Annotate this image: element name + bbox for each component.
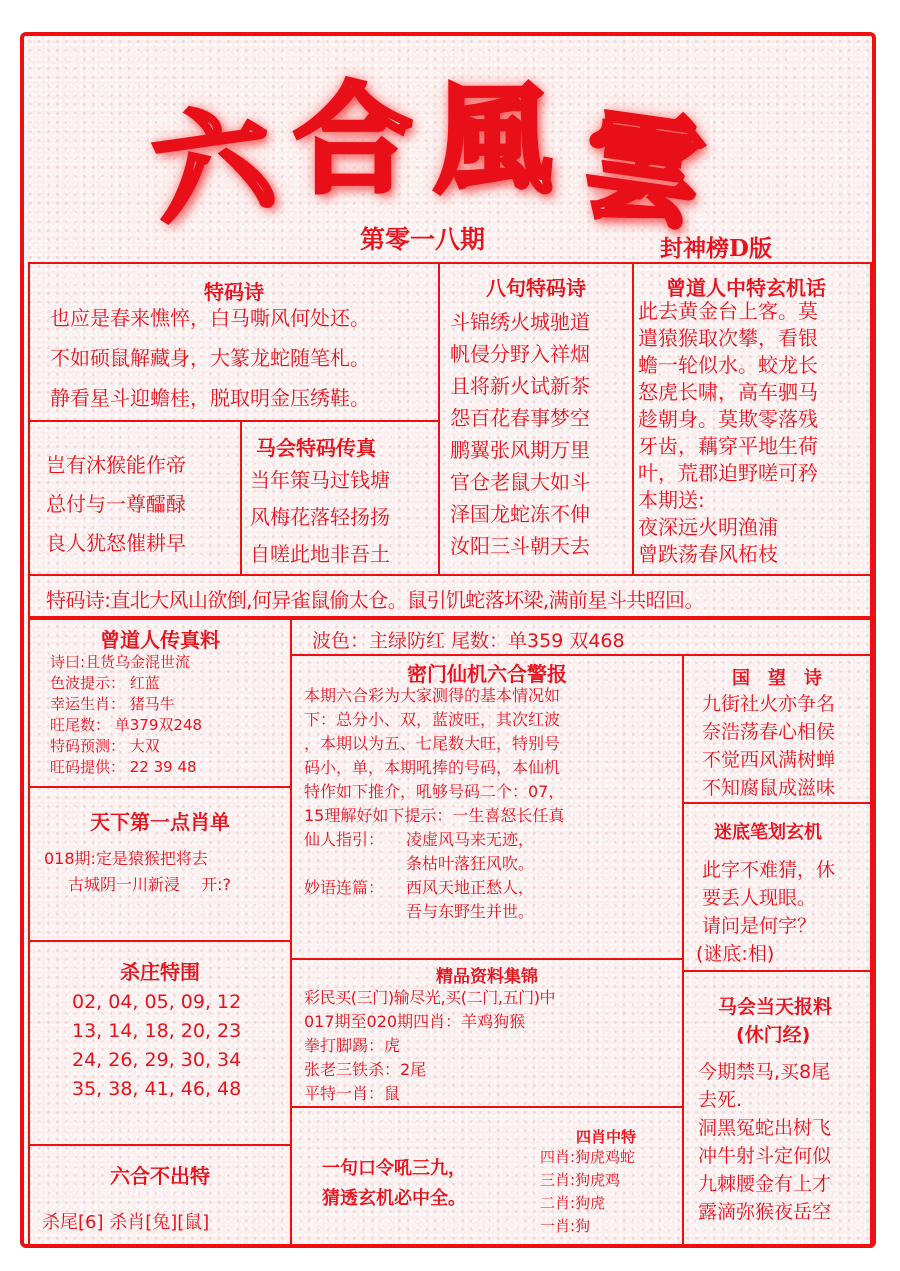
mahui-fax-lines bbox=[250, 462, 390, 573]
riddle-line: 此字不难猜，休 bbox=[702, 859, 836, 881]
eight-line-poem-box bbox=[438, 262, 634, 576]
edition-label: 封神榜D版 bbox=[660, 235, 772, 262]
tema-banner-box bbox=[28, 574, 872, 618]
guide-line: 条枯叶落狂风吹。 bbox=[406, 854, 535, 873]
poem-line: 鹏翼张风期万里 bbox=[450, 438, 590, 462]
issue-number: 第零一八期 bbox=[360, 225, 486, 254]
slogan-line: 猜透玄机必中全。 bbox=[322, 1188, 466, 1209]
premium-line: 平特一肖：鼠 bbox=[304, 1084, 401, 1103]
eight-line-poem-lines bbox=[450, 306, 590, 562]
report-line: 冲牛射斗定何似 bbox=[698, 1145, 832, 1167]
guowang-line: 不觉西风满树蝉 bbox=[702, 749, 836, 771]
no-show-title: 六合不出特 bbox=[110, 1164, 210, 1188]
report-line: 洞黑冤蛇出树飞 bbox=[698, 1117, 832, 1139]
poem-line: 且将新火试新茶 bbox=[450, 374, 590, 398]
premium-lines bbox=[304, 986, 555, 1106]
tema-poem-line: 也应是春来憔悴，白马嘶风何处还。 bbox=[50, 306, 370, 330]
verse-line: 岂有沐猴能作帝 bbox=[46, 453, 186, 477]
xuanji-line: 夜深远火明渔浦 bbox=[638, 515, 778, 539]
poem-line: 怨百花春事梦空 bbox=[450, 406, 590, 430]
poem-line: 斗锦绣火城驰道 bbox=[450, 310, 590, 334]
mahui-fax-box bbox=[240, 420, 440, 576]
riddle-lines bbox=[696, 856, 835, 968]
four-xiao-line: 四肖:狗虎鸡蛇 bbox=[540, 1148, 636, 1166]
slogan-box bbox=[290, 1106, 684, 1248]
tema-poem-line: 不如硕鼠解藏身，大篆龙蛇随笔札。 bbox=[50, 346, 370, 370]
mahui-fax-title: 马会特码传真 bbox=[256, 436, 376, 460]
no-show-text: 杀尾[6] 杀肖[兔][鼠] bbox=[42, 1212, 210, 1233]
title-char-4: 雲 bbox=[574, 92, 712, 247]
guide-line: 凌虚风马来无迹， bbox=[406, 830, 535, 849]
riddle-line: 请问是何字？ bbox=[702, 915, 817, 937]
poem-line: 官仓老鼠大如斗 bbox=[450, 470, 590, 494]
guowang-lines bbox=[702, 690, 835, 802]
riddle-line: 要丢人现眼。 bbox=[702, 887, 817, 909]
alert-line: 码小，单，本期吼捧的号码，本仙机 bbox=[304, 758, 561, 777]
guowang-line: 奈浩荡春心相侯 bbox=[702, 721, 836, 743]
xuanji-line: 牙齿，藕穿平地生荷 bbox=[638, 434, 818, 458]
first-xiao-box bbox=[28, 786, 292, 942]
tema-poem-box bbox=[28, 262, 440, 422]
title-char-3: 風 bbox=[434, 70, 553, 209]
kill-range-box bbox=[28, 940, 292, 1146]
alert-line: 下：总分小、双，蓝波旺，其次红波 bbox=[304, 710, 561, 729]
xuanji-line: 蟾一轮似水。蛟龙长 bbox=[638, 353, 818, 377]
title-char-2: 合 bbox=[294, 70, 413, 209]
verse-line: 良人犹怒催耕早 bbox=[46, 531, 186, 555]
newspaper-sheet bbox=[20, 32, 876, 1248]
premium-title: 精品资料集锦 bbox=[436, 967, 538, 987]
xuanji-line: 怒虎长啸，高车驷马 bbox=[638, 380, 818, 404]
zeng-daoren-xuanji-box bbox=[632, 262, 872, 576]
xuanji-lines bbox=[638, 298, 818, 568]
guowang-title: 国 望 诗 bbox=[732, 668, 822, 689]
xuanji-line: 趁朝身。莫欺零落残 bbox=[638, 407, 818, 431]
fax-line: 自嗟此地非吾土 bbox=[250, 542, 390, 566]
fax-data-line: 旺尾数： 单379双248 bbox=[50, 716, 203, 734]
xuanji-line: 叶，荒郡迫野嗟可矜 bbox=[638, 461, 818, 485]
mahui-report-box bbox=[682, 970, 872, 1248]
riddle-title: 迷底笔划玄机 bbox=[714, 822, 822, 843]
premium-line: 017期至020期四肖：羊鸡狗猴 bbox=[304, 1012, 526, 1031]
guowang-line: 不知腐鼠成滋味 bbox=[702, 777, 836, 799]
guowang-poem-box bbox=[682, 654, 872, 804]
fax-data-line: 诗曰:且货乌金混世流 bbox=[50, 653, 191, 671]
poem-line: 帆侵分野入祥烟 bbox=[450, 342, 590, 366]
riddle-line: (谜底:相) bbox=[696, 943, 775, 965]
report-line: 今期禁马,买8尾 bbox=[698, 1061, 831, 1083]
premium-line: 张老三铁杀：2尾 bbox=[304, 1060, 427, 1079]
miaoyu-line: 吾与东野生并世。 bbox=[406, 902, 535, 921]
zeng-fax-lines bbox=[50, 652, 202, 778]
four-xiao-line: 三肖:狗虎鸡 bbox=[540, 1171, 621, 1189]
number-row: 24, 26, 29, 30, 34 bbox=[72, 1049, 242, 1071]
four-xiao-lines bbox=[540, 1146, 635, 1238]
poem-line: 泽国龙蛇冻不伸 bbox=[450, 502, 590, 526]
wave-tail-text: 波色：主绿防红 尾数：单359 双468 bbox=[312, 630, 625, 652]
xuanji-line: 此去黄金台上客。莫 bbox=[638, 299, 818, 323]
tema-banner-text: 特码诗:直北大风山欲倒,何异雀鼠偷太仓。鼠引饥蛇落坏梁,满前星斗共昭回。 bbox=[46, 588, 704, 612]
zeng-fax-title: 曾道人传真料 bbox=[100, 628, 220, 652]
no-show-box bbox=[28, 1144, 292, 1248]
slogan-line: 一句口令吼三九， bbox=[322, 1158, 466, 1179]
number-row: 02, 04, 05, 09, 12 bbox=[72, 991, 242, 1013]
fax-line: 当年策马过钱塘 bbox=[250, 468, 390, 492]
premium-line: 彩民买(三门)输尽光,买(二门,五门)中 bbox=[304, 988, 556, 1007]
guide-label: 仙人指引： bbox=[304, 830, 385, 849]
report-line: 去死. bbox=[698, 1089, 743, 1111]
mahui-report-title: 马会当天报料 bbox=[718, 996, 833, 1018]
verse-left-lines bbox=[46, 446, 186, 563]
miaoyu-label: 妙语连篇： bbox=[304, 878, 385, 897]
alert-line: 特作如下推介，吼够号码二个：07， bbox=[304, 782, 565, 801]
premium-box bbox=[290, 958, 684, 1108]
xuanji-line: 遣猿猴取次攀，看银 bbox=[638, 326, 818, 350]
miaoyu-line: 西风天地正愁人， bbox=[406, 878, 535, 897]
fax-data-line: 色波提示： 红蓝 bbox=[50, 674, 160, 692]
secret-alert-box bbox=[290, 654, 684, 960]
number-row: 13, 14, 18, 20, 23 bbox=[72, 1020, 242, 1042]
first-xiao-title: 天下第一点肖单 bbox=[90, 810, 230, 834]
riddle-box bbox=[682, 802, 872, 972]
poem-line: 汝阳三斗朝天去 bbox=[450, 534, 590, 558]
xuanji-line: 本期送: bbox=[638, 488, 705, 512]
first-xiao-line: 古城阴一川新浸 开:? bbox=[68, 875, 231, 894]
guowang-line: 九街社火亦争名 bbox=[702, 693, 836, 715]
verse-line: 总付与一尊醽醁 bbox=[46, 492, 186, 516]
alert-line: ，本期以为五、七尾数大旺，特别号 bbox=[304, 734, 561, 753]
fax-data-line: 幸运生肖： 猪马牛 bbox=[50, 695, 175, 713]
four-xiao-line: 一肖:狗 bbox=[540, 1217, 591, 1235]
secret-alert-title: 密门仙机六合警报 bbox=[407, 662, 567, 686]
report-line: 九棘腰金有上才 bbox=[698, 1173, 832, 1195]
title-char-1: 六 bbox=[144, 87, 282, 242]
first-xiao-line: 018期:定是猿猴把将去 bbox=[44, 849, 208, 868]
verse-left-box bbox=[28, 420, 242, 576]
mahui-report-subtitle: (休门经) bbox=[736, 1024, 811, 1046]
fax-data-line: 旺码提供： 22 39 48 bbox=[50, 758, 197, 776]
alert-line: 本期六合彩为大家测得的基本情况如 bbox=[304, 686, 561, 705]
premium-line: 拳打脚踢：虎 bbox=[304, 1036, 401, 1055]
number-row: 35, 38, 41, 46, 48 bbox=[72, 1078, 242, 1100]
wave-tail-box bbox=[290, 618, 872, 656]
fax-line: 风梅花落轻扬扬 bbox=[250, 505, 390, 529]
kill-range-title: 杀庄特围 bbox=[120, 960, 200, 984]
kill-range-numbers bbox=[72, 988, 241, 1104]
eight-line-poem-title: 八句特码诗 bbox=[486, 276, 586, 300]
secret-alert-body bbox=[304, 684, 564, 828]
alert-line: 15理解好如下提示：一生喜怒长任真 bbox=[304, 806, 565, 825]
fax-data-line: 特码预测： 大双 bbox=[50, 737, 160, 755]
report-line: 露滴弥猴夜岳空 bbox=[698, 1201, 832, 1223]
xuanji-line: 曾跌荡春风柘枝 bbox=[638, 542, 778, 566]
four-xiao-title: 四肖中特 bbox=[576, 1128, 637, 1146]
xuanji-title: 曾道人中特玄机话 bbox=[666, 276, 826, 300]
mahui-report-lines bbox=[698, 1058, 831, 1226]
tema-poem-line: 静看星斗迎蟾桂，脱取明金压绣鞋。 bbox=[50, 386, 370, 410]
tema-poem-title: 特码诗 bbox=[204, 280, 264, 304]
zeng-fax-data-box bbox=[28, 618, 292, 788]
four-xiao-line: 二肖:狗虎 bbox=[540, 1194, 606, 1212]
